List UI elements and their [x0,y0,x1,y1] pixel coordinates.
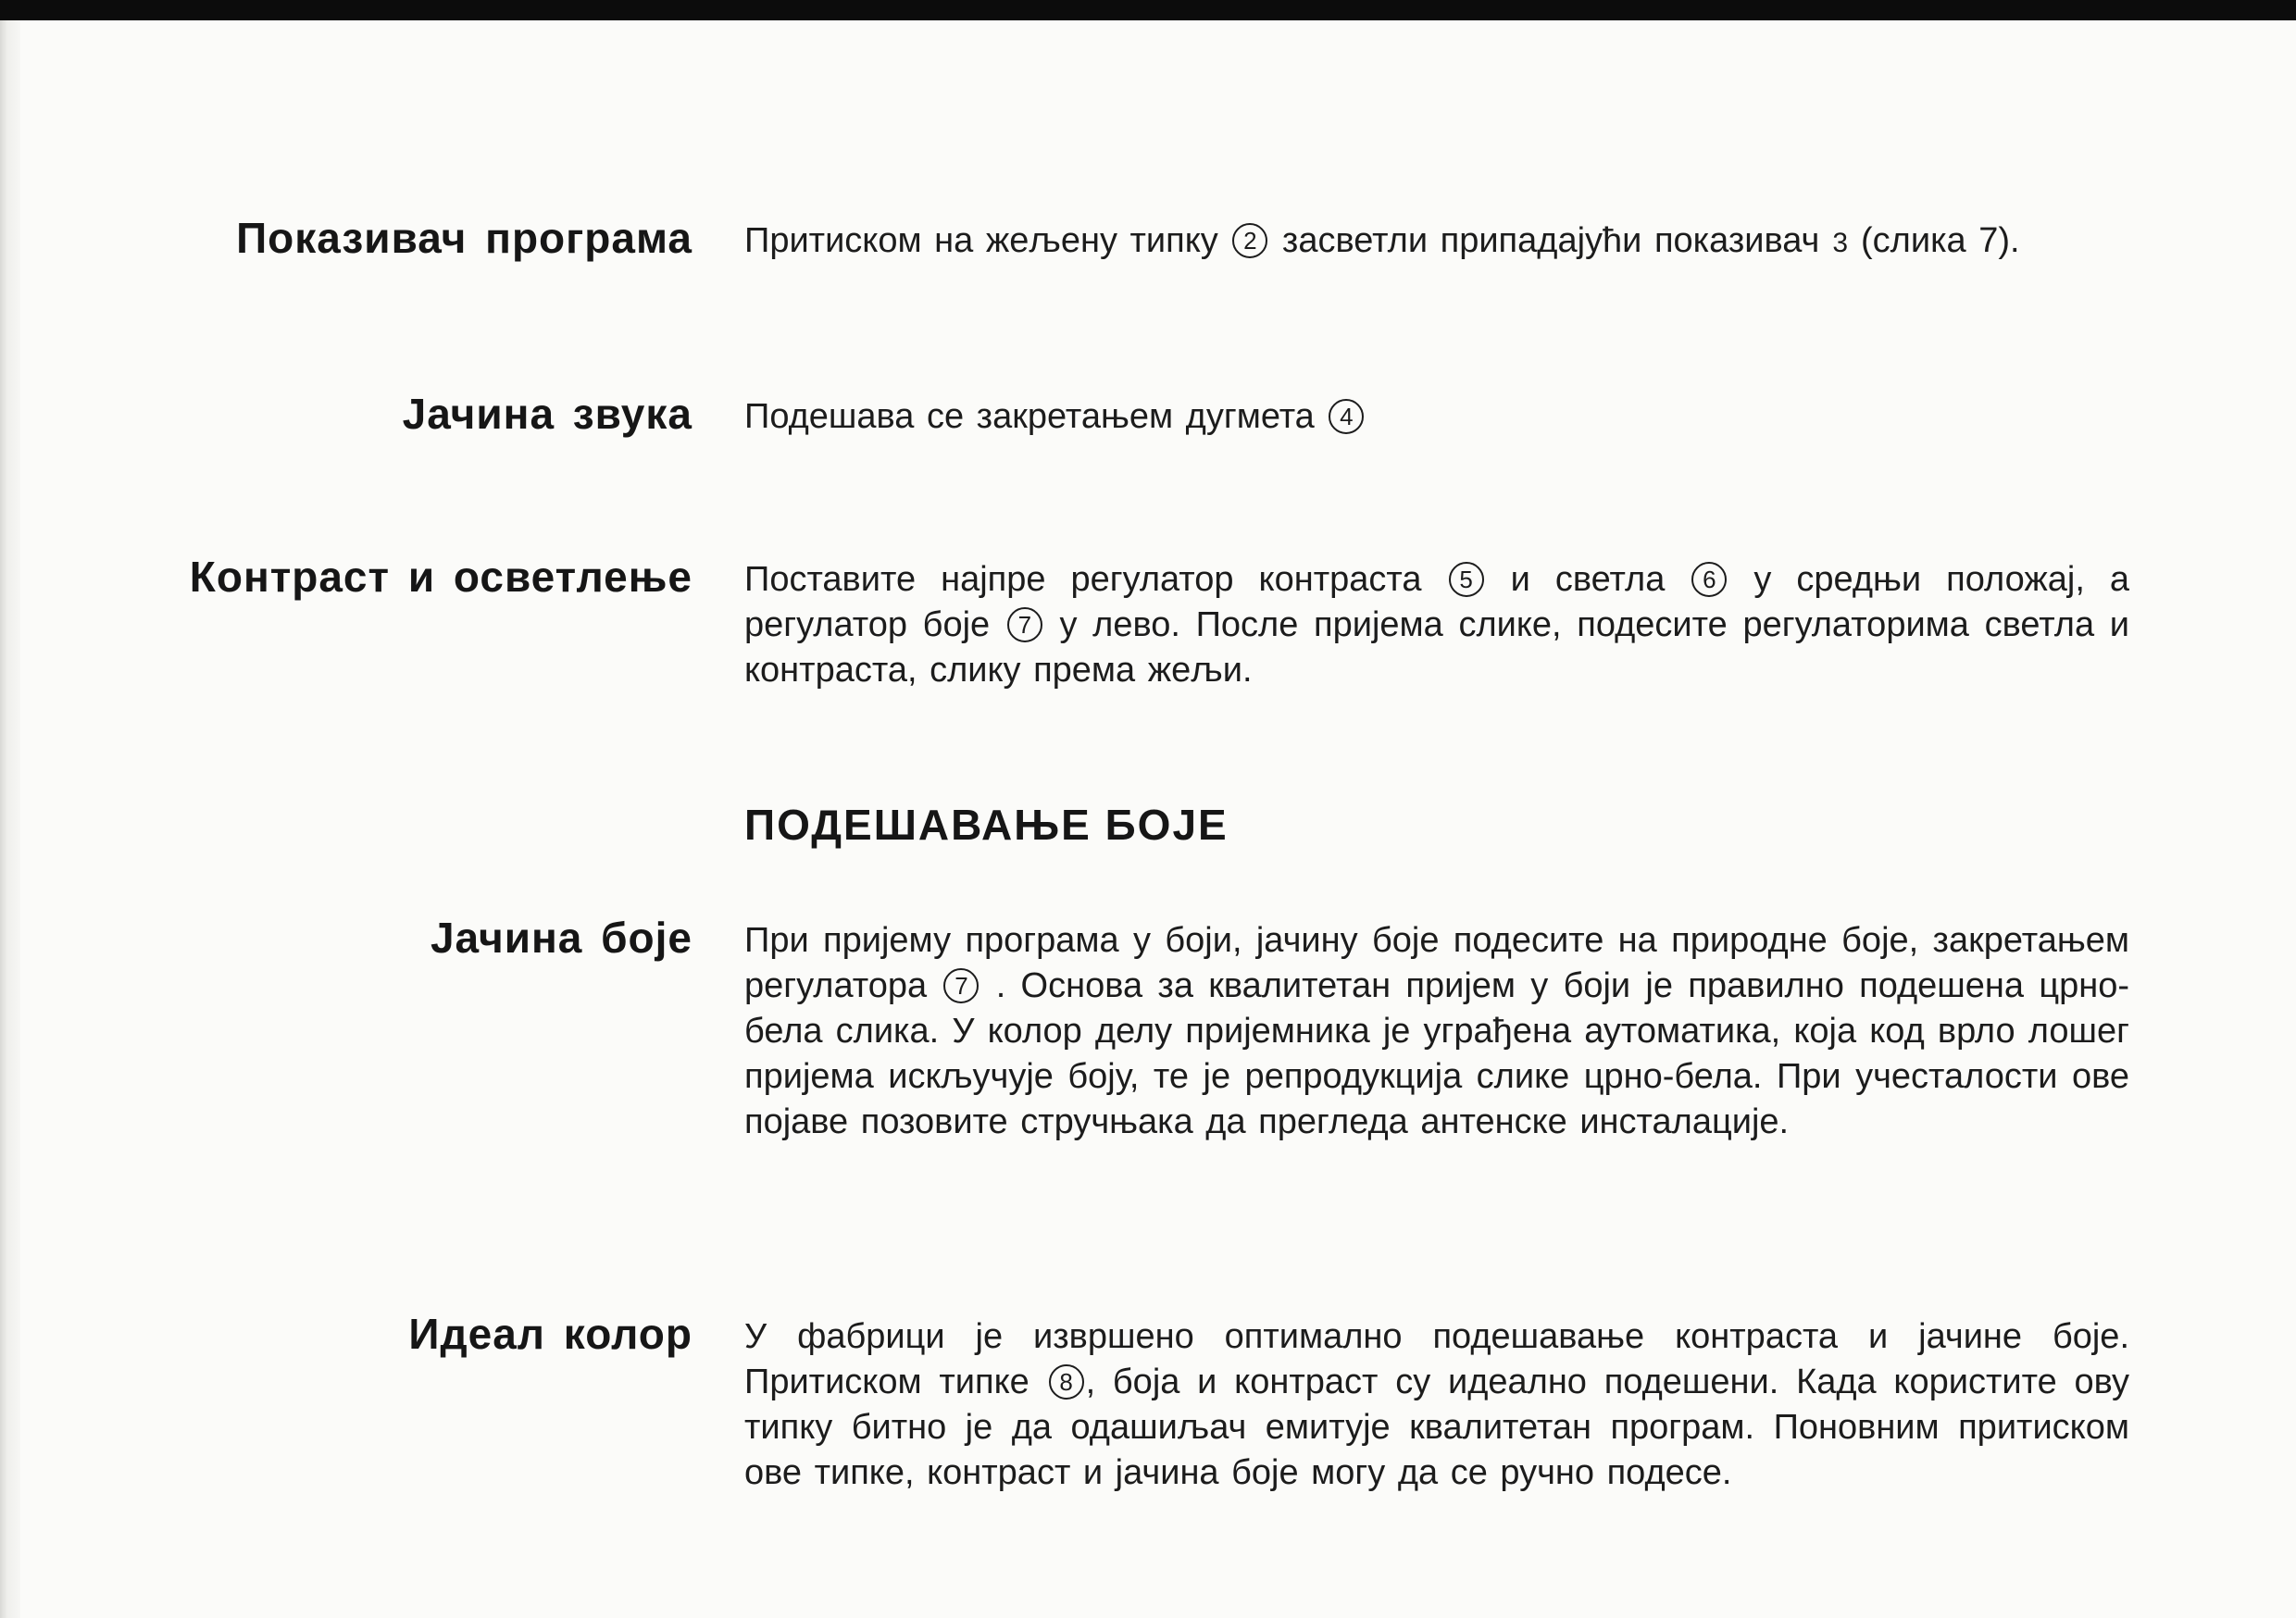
circled-number: 2 [1232,223,1267,258]
circled-number: 6 [1691,562,1727,597]
scan-left-edge [0,20,20,1618]
circled-number: 7 [943,968,979,1003]
section-text: Притиском на жељену типку 2 засветли припадајући показивач 3 (слика 7). [744,221,2020,260]
reference-number: 3 [1832,228,1849,258]
section-text: При пријему програма у боји, јачину боје подесите на природне боје, закретањем регулатора 7 . Основа за квалитетан пријем у боји је правилно подешена црно-бела слика. У колор делу пријемника је уграђена аутоматика, која код врло лошег пријема искључује боју, те је репродукција слике црно-бела. При учесталости ове појаве позовите стручњака да прегледа антенске инсталације. [744,921,2129,1141]
section-text: Подешава се закретањем дугмета 4 [744,394,2129,440]
section-label: Идеал колор [408,1310,693,1358]
section-label: Јачина звука [402,390,693,438]
section-text: У фабрици је извршено оптимално подешавање контраста и јачине боје. Притиском типке 8 , боја и контраст су идеално подешени. Када користите ову типку битно је да одашиљач емитује квалитетан програм. Поновним притиском ове типке, контраст и јачина боје могу да се ручно подесе. [744,1317,2129,1492]
scan-top-border [0,0,2296,20]
section-label: Контраст и осветлење [189,553,693,601]
section-label: Показивач програма [236,214,693,262]
circled-number: 7 [1007,607,1042,642]
circled-number: 5 [1449,562,1484,597]
circled-number: 4 [1329,399,1364,434]
circled-number: 8 [1049,1364,1084,1400]
section-label: Јачина боје [430,914,693,962]
section-heading: ПОДЕШАВАЊЕ БОЈЕ [744,801,1229,849]
section-text: Поставите најпре регулатор контраста 5 и светла 6 у средњи положај, а регулатор боје 7 у лево. После пријема слике, подесите регулаторима светла и контраста, слику према жељи. [744,560,2130,690]
